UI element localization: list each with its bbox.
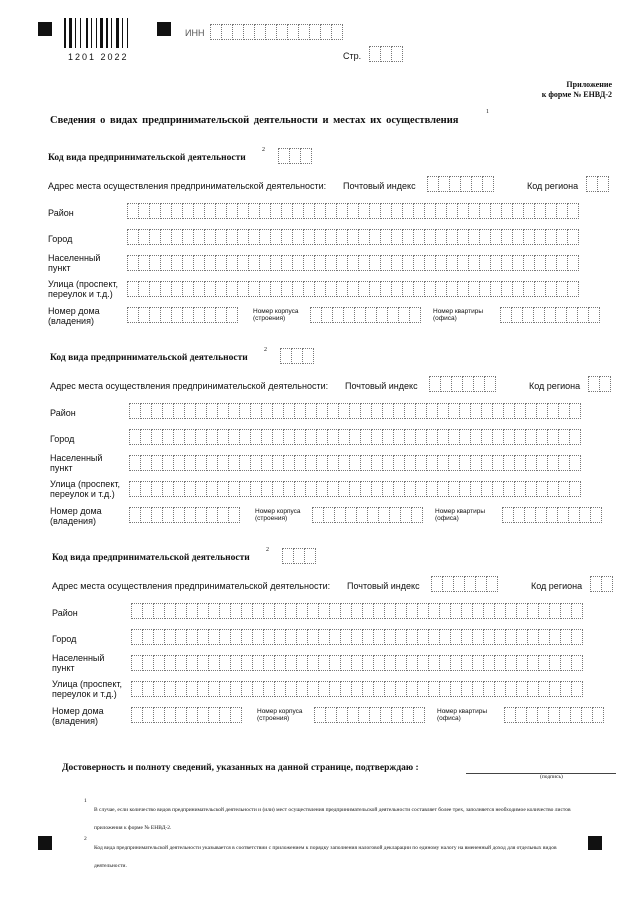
block-2-street-field[interactable] [129, 481, 580, 497]
input-cell[interactable] [230, 707, 242, 723]
input-cell[interactable] [482, 176, 494, 192]
block-3-address-label: Адрес места осуществления предпринимательской деятельности: [52, 581, 331, 591]
block-1-city-label: Город [48, 234, 73, 244]
block-3-building-label-1: Номер корпуса [257, 708, 303, 715]
signature-caption: (подпись) [540, 774, 563, 780]
block-2-city-field[interactable] [129, 429, 580, 445]
input-cell[interactable] [486, 576, 498, 592]
input-cell[interactable] [567, 255, 579, 271]
input-cell[interactable] [571, 603, 583, 619]
footnote-1 [84, 798, 588, 834]
block-1-postal-index-field[interactable] [427, 176, 493, 192]
block-1-house-label [48, 306, 100, 326]
block-2-building-label [255, 508, 301, 522]
input-cell[interactable] [599, 376, 611, 392]
block-2-district-label: Район [50, 408, 76, 418]
input-cell[interactable] [569, 481, 581, 497]
block-1-settlement-label-2: пункт [48, 263, 71, 273]
block-3-activity-code-footnote: 2 [266, 547, 269, 553]
footnote-2-num: 2 [84, 836, 87, 842]
input-cell[interactable] [569, 403, 581, 419]
block-1-settlement-label-1: Населенный [48, 253, 101, 263]
title-footnote-mark: 1 [486, 109, 489, 115]
block-1-city-field[interactable] [127, 229, 578, 245]
corner-marker-bottom-left [38, 836, 52, 850]
block-2-apartment-label [435, 508, 485, 522]
block-3-apartment-number-field[interactable] [504, 707, 603, 723]
block-2-building-number-field[interactable] [312, 507, 422, 523]
block-2-district-field[interactable] [129, 403, 580, 419]
input-cell[interactable] [571, 629, 583, 645]
block-1-street-label-2: переулок и т.д.) [48, 289, 113, 299]
block-3-settlement-label [52, 653, 104, 673]
page-number-field[interactable] [369, 46, 402, 62]
block-2-region-label: Код региона [529, 381, 581, 391]
block-2-house-label [50, 506, 102, 526]
input-cell[interactable] [588, 307, 600, 323]
page-title: Сведения о видах предпринимательской деятельности и местах их осуществления [50, 115, 459, 126]
appendix-line-1: Приложение [566, 80, 612, 89]
block-1-street-label-1: Улица (проспект, [48, 279, 118, 289]
block-1-region-code-field[interactable] [586, 176, 608, 192]
block-1-apartment-number-field[interactable] [500, 307, 599, 323]
input-cell[interactable] [571, 681, 583, 697]
block-2-settlement-label-2: пункт [50, 463, 73, 473]
block-1-building-number-field[interactable] [310, 307, 420, 323]
block-2-address-label: Адрес места осуществления предпринимательской деятельности: [50, 381, 329, 391]
input-cell[interactable] [597, 176, 609, 192]
block-2-street-label-1: Улица (проспект, [50, 479, 120, 489]
block-1-apartment-label-1: Номер квартиры [433, 308, 484, 315]
input-cell[interactable] [302, 348, 314, 364]
input-cell[interactable] [569, 455, 581, 471]
block-3-building-label [257, 708, 303, 722]
block-2-region-code-field[interactable] [588, 376, 610, 392]
corner-marker-top-left [38, 22, 52, 36]
block-2-activity-code-footnote: 2 [264, 347, 267, 353]
block-3-building-label-2: (строения) [257, 715, 290, 722]
block-1-region-label: Код региона [527, 181, 579, 191]
block-1-apartment-label [433, 308, 483, 322]
block-3-street-label-1: Улица (проспект, [52, 679, 122, 689]
input-cell[interactable] [411, 507, 423, 523]
block-2-activity-code-label: Код вида предпринимательской деятельности [50, 353, 248, 363]
block-3-apartment-label-1: Номер квартиры [437, 708, 488, 715]
input-cell[interactable] [409, 307, 421, 323]
block-1-activity-code-label: Код вида предпринимательской деятельности [48, 153, 246, 163]
block-1-activity-code-footnote: 2 [262, 147, 265, 153]
block-3-house-label-1: Номер дома [52, 706, 104, 716]
input-cell[interactable] [590, 507, 602, 523]
block-3-region-code-field[interactable] [590, 576, 612, 592]
barcode [64, 18, 142, 48]
block-2-house-label-1: Номер дома [50, 506, 102, 516]
block-3-city-field[interactable] [131, 629, 582, 645]
block-1-house-label-2: (владения) [48, 316, 94, 326]
block-1-street-field[interactable] [127, 281, 578, 297]
input-cell[interactable] [391, 46, 403, 62]
block-2-building-label-2: (строения) [255, 515, 288, 522]
input-cell[interactable] [567, 281, 579, 297]
footnote-2 [84, 836, 588, 872]
appendix-line-2: к форме № ЕНВД-2 [541, 90, 612, 99]
block-3-city-label: Город [52, 634, 77, 644]
block-1-house-number-field[interactable] [127, 307, 237, 323]
block-1-building-label [253, 308, 299, 322]
confirm-text: Достоверность и полноту сведений, указанных на данной странице, подтверждаю : [62, 763, 419, 773]
block-3-activity-code-label: Код вида предпринимательской деятельности [52, 553, 250, 563]
block-3-postal-index-field[interactable] [431, 576, 497, 592]
input-cell[interactable] [226, 307, 238, 323]
block-3-house-label [52, 706, 104, 726]
block-3-apartment-label [437, 708, 487, 722]
block-1-house-label-1: Номер дома [48, 306, 100, 316]
footnote-1-text: В случае, если количество видов предпринимательской деятельности и (или) мест осуществления предпринимательской деятельности составляет более трех, заполняется необходимое количество листов приложения к форме № ЕНВД-2. [94, 807, 571, 831]
block-3-settlement-field[interactable] [131, 655, 582, 671]
barcode-number: 1201 2022 [68, 52, 129, 62]
input-cell[interactable] [567, 229, 579, 245]
block-3-district-label: Район [52, 608, 78, 618]
input-cell[interactable] [601, 576, 613, 592]
block-3-building-number-field[interactable] [314, 707, 424, 723]
block-2-postal-label: Почтовый индекс [345, 381, 418, 391]
block-3-district-field[interactable] [131, 603, 582, 619]
block-1-building-label-1: Номер корпуса [253, 308, 299, 315]
block-3-settlement-label-2: пункт [52, 663, 75, 673]
block-2-settlement-field[interactable] [129, 455, 580, 471]
block-1-activity-code-field[interactable] [278, 148, 311, 164]
corner-marker-bottom-right [588, 836, 602, 850]
input-cell[interactable] [304, 548, 316, 564]
block-1-district-label: Район [48, 208, 74, 218]
block-3-activity-code-field[interactable] [282, 548, 315, 564]
block-1-settlement-field[interactable] [127, 255, 578, 271]
block-2-apartment-number-field[interactable] [502, 507, 601, 523]
block-1-postal-label: Почтовый индекс [343, 181, 416, 191]
block-3-house-number-field[interactable] [131, 707, 241, 723]
block-2-postal-index-field[interactable] [429, 376, 495, 392]
input-cell[interactable] [413, 707, 425, 723]
block-2-street-label-2: переулок и т.д.) [50, 489, 115, 499]
input-cell[interactable] [567, 203, 579, 219]
page-label: Стр. [343, 51, 362, 61]
input-cell[interactable] [300, 148, 312, 164]
block-2-street-label [50, 479, 120, 499]
block-3-house-label-2: (владения) [52, 716, 98, 726]
footnotes [84, 798, 588, 872]
block-2-apartment-label-2: (офиса) [435, 515, 459, 522]
block-3-street-field[interactable] [131, 681, 582, 697]
input-cell[interactable] [228, 507, 240, 523]
input-cell[interactable] [592, 707, 604, 723]
block-1-apartment-label-2: (офиса) [433, 315, 457, 322]
block-1-district-field[interactable] [127, 203, 578, 219]
block-3-apartment-label-2: (офиса) [437, 715, 461, 722]
block-3-street-label [52, 679, 122, 699]
input-cell[interactable] [571, 655, 583, 671]
corner-marker-top-right [157, 22, 171, 36]
block-3-settlement-label-1: Населенный [52, 653, 105, 663]
block-1-street-label [48, 279, 118, 299]
block-2-city-label: Город [50, 434, 75, 444]
block-3-region-label: Код региона [531, 581, 583, 591]
footnote-2-text: Код вида предпринимательской деятельности указывается в соответствии с приложением к порядку заполнения налоговой декларации по единому налогу на вмененный доход для отдельных видов деятельности. [94, 845, 557, 869]
footnote-1-num: 1 [84, 798, 87, 804]
block-2-apartment-label-1: Номер квартиры [435, 508, 486, 515]
input-cell[interactable] [569, 429, 581, 445]
block-2-activity-code-field[interactable] [280, 348, 313, 364]
inn-field[interactable] [210, 24, 342, 40]
block-2-house-number-field[interactable] [129, 507, 239, 523]
block-2-building-label-1: Номер корпуса [255, 508, 301, 515]
block-2-house-label-2: (владения) [50, 516, 96, 526]
input-cell[interactable] [331, 24, 343, 40]
block-3-postal-label: Почтовый индекс [347, 581, 420, 591]
block-1-address-label: Адрес места осуществления предпринимательской деятельности: [48, 181, 327, 191]
input-cell[interactable] [484, 376, 496, 392]
block-1-settlement-label [48, 253, 100, 273]
block-1-building-label-2: (строения) [253, 315, 286, 322]
appendix-note [542, 80, 612, 100]
block-2-settlement-label [50, 453, 102, 473]
block-3-street-label-2: переулок и т.д.) [52, 689, 117, 699]
inn-label: ИНН [185, 28, 205, 38]
block-2-settlement-label-1: Населенный [50, 453, 103, 463]
